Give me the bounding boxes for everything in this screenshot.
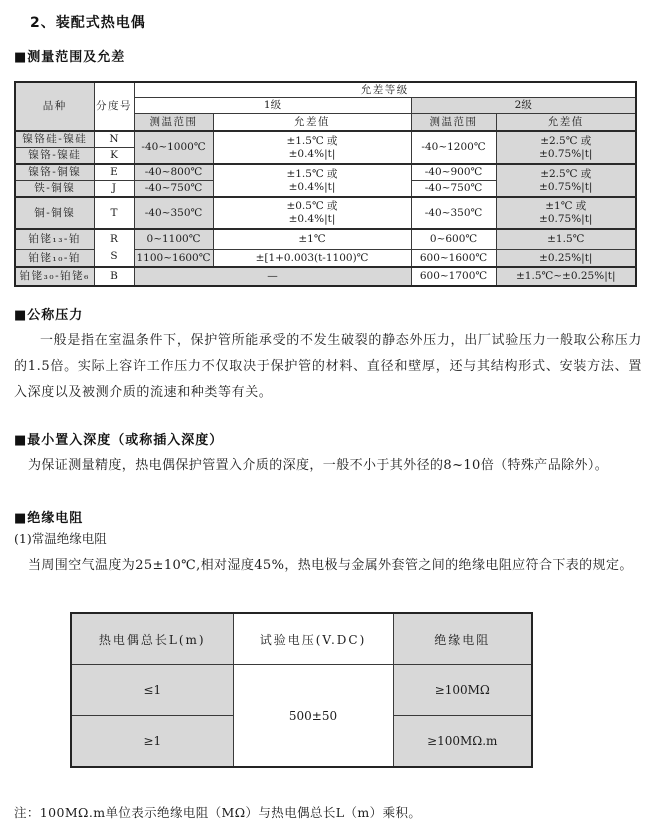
cell-variety-s: 铂铑₁₀-铂 bbox=[15, 250, 94, 268]
section-heading-pressure: ■公称压力 bbox=[14, 308, 84, 323]
table-row-n bbox=[15, 131, 636, 148]
tolerance-table bbox=[14, 81, 637, 287]
cell-voltage: 500±50 bbox=[233, 665, 393, 768]
col-header-range-1: 测温范围 bbox=[134, 114, 213, 132]
tol-line: ±1.5℃ 或 bbox=[286, 134, 338, 147]
cell-index-e: E bbox=[94, 164, 134, 181]
cell-range2-s: 600~1600℃ bbox=[411, 250, 496, 268]
tol-line: ±0.75%|t| bbox=[539, 147, 593, 160]
col-header-tol-2: 允差值 bbox=[496, 114, 636, 132]
index-line-s: S bbox=[110, 250, 118, 262]
cell-range2-nk: -40~1200℃ bbox=[411, 131, 496, 164]
col-header-voltage: 试验电压(V.DC) bbox=[233, 613, 393, 665]
cell-tol2-nk bbox=[496, 131, 636, 164]
cell-index-t: T bbox=[94, 197, 134, 229]
section-heading-insulation: ■绝缘电阻 bbox=[14, 511, 84, 526]
cell-tol2-ej bbox=[496, 164, 636, 197]
index-line-r: R bbox=[110, 233, 118, 245]
table-row-t bbox=[15, 197, 636, 229]
tol-line: ±1.5℃ 或 bbox=[286, 167, 338, 180]
cell-range2-j: -40~750℃ bbox=[411, 181, 496, 198]
cell-range2-e: -40~900℃ bbox=[411, 164, 496, 181]
cell-tol1-t bbox=[213, 197, 411, 229]
tol-line: ±0.4%|t| bbox=[288, 213, 336, 225]
cell-tol1-nk bbox=[213, 131, 411, 164]
cell-variety-k: 镍铬-镍硅 bbox=[15, 148, 94, 165]
cell-length-ge1: ≥1 bbox=[71, 716, 233, 768]
cell-resistance-ge1: ≥100MΩ.m bbox=[393, 716, 532, 768]
cell-dash-b: — bbox=[134, 267, 411, 286]
pressure-paragraph: 一般是指在室温条件下，保护管所能承受的不发生破裂的静态外压力，出厂试验压力一般取公称压力的1.5倍。实际上容许工作压力不仅取决于保护管的材料、直径和壁厚，还与其结构形式、安装方法、置入深度以及被测介质的流速和种类等有关。 bbox=[14, 333, 642, 400]
cell-tol2-r: ±1.5℃ bbox=[496, 229, 636, 250]
cell-variety-r: 铂铑₁₃-铂 bbox=[15, 229, 94, 250]
table-row-e bbox=[15, 164, 636, 181]
tol-line: ±0.75%|t| bbox=[539, 180, 593, 193]
section-heading-depth: ■最小置入深度（或称插入深度） bbox=[14, 433, 224, 448]
col-header-range-2: 测温范围 bbox=[411, 114, 496, 132]
page-title: 2、装配式热电偶 bbox=[30, 15, 146, 31]
col-header-length: 热电偶总长L(m) bbox=[71, 613, 233, 665]
cell-variety-j: 铁-铜镍 bbox=[15, 181, 94, 198]
col-header-grade: 允差等级 bbox=[134, 82, 636, 98]
section-heading-measure: ■测量范围及允差 bbox=[14, 50, 126, 65]
cell-tol1-s: ±[1+0.003(t-1100)℃ bbox=[213, 250, 411, 268]
tol-line: ±0.4%|t| bbox=[288, 180, 336, 193]
cell-tol2-b: ±1.5℃~±0.25%|t| bbox=[496, 267, 636, 286]
cell-index-j: J bbox=[94, 181, 134, 198]
cell-range1-nk: -40~1000℃ bbox=[134, 131, 213, 164]
col-header-tol-1: 允差值 bbox=[213, 114, 411, 132]
cell-range2-b: 600~1700℃ bbox=[411, 267, 496, 286]
depth-paragraph: 为保证测量精度，热电偶保护管置入介质的深度，一般不小于其外径的8~10倍（特殊产品除外）。 bbox=[28, 458, 609, 473]
cell-tol1-ej bbox=[213, 164, 411, 197]
col-header-resistance: 绝缘电阻 bbox=[393, 613, 532, 665]
insulation-paragraph: 当周围空气温度为25±10℃,相对湿度45%，热电极与金属外套管之间的绝缘电阻应符合下表的规定。 bbox=[28, 558, 633, 573]
footnote: 注：100MΩ.m单位表示绝缘电阻（MΩ）与热电偶总长L（m）乘积。 bbox=[14, 805, 422, 820]
cell-variety-n: 镍铬硅-镍硅 bbox=[15, 131, 94, 148]
cell-variety-b: 铂铑₃₀-铂铑₆ bbox=[15, 267, 94, 286]
cell-range1-e: -40~800℃ bbox=[134, 164, 213, 181]
col-header-variety: 品种 bbox=[15, 82, 94, 131]
cell-range1-t: -40~350℃ bbox=[134, 197, 213, 229]
cell-length-le1: ≤1 bbox=[71, 665, 233, 716]
table-row-le1 bbox=[71, 665, 532, 716]
tol-line: ±0.75%|t| bbox=[539, 213, 593, 225]
insulation-subheading: (1)常温绝缘电阻 bbox=[14, 531, 107, 546]
col-header-index: 分度号 bbox=[94, 82, 134, 131]
insulation-table bbox=[70, 612, 533, 768]
cell-tol2-s: ±0.25%|t| bbox=[496, 250, 636, 268]
table-row-r bbox=[15, 229, 636, 250]
cell-range1-j: -40~750℃ bbox=[134, 181, 213, 198]
cell-index-rs bbox=[94, 229, 134, 267]
cell-resistance-le1: ≥100MΩ bbox=[393, 665, 532, 716]
cell-range2-r: 0~600℃ bbox=[411, 229, 496, 250]
tol-line: ±2.5℃ 或 bbox=[540, 134, 592, 147]
col-header-grade2: 2级 bbox=[411, 98, 636, 114]
cell-variety-t: 铜-铜镍 bbox=[15, 197, 94, 229]
cell-range1-s: 1100~1600℃ bbox=[134, 250, 213, 268]
tol-line: ±1℃ 或 bbox=[545, 200, 587, 212]
tol-line: ±2.5℃ 或 bbox=[540, 167, 592, 180]
cell-index-b: B bbox=[94, 267, 134, 286]
cell-index-n: N bbox=[94, 131, 134, 148]
table-row-b bbox=[15, 267, 636, 286]
cell-range2-t: -40~350℃ bbox=[411, 197, 496, 229]
cell-tol1-r: ±1℃ bbox=[213, 229, 411, 250]
cell-index-k: K bbox=[94, 148, 134, 165]
cell-tol2-t bbox=[496, 197, 636, 229]
cell-range1-r: 0~1100℃ bbox=[134, 229, 213, 250]
col-header-grade1: 1级 bbox=[134, 98, 411, 114]
tol-line: ±0.5℃ 或 bbox=[286, 200, 338, 212]
tol-line: ±0.4%|t| bbox=[288, 147, 336, 160]
cell-variety-e: 镍铬-铜镍 bbox=[15, 164, 94, 181]
